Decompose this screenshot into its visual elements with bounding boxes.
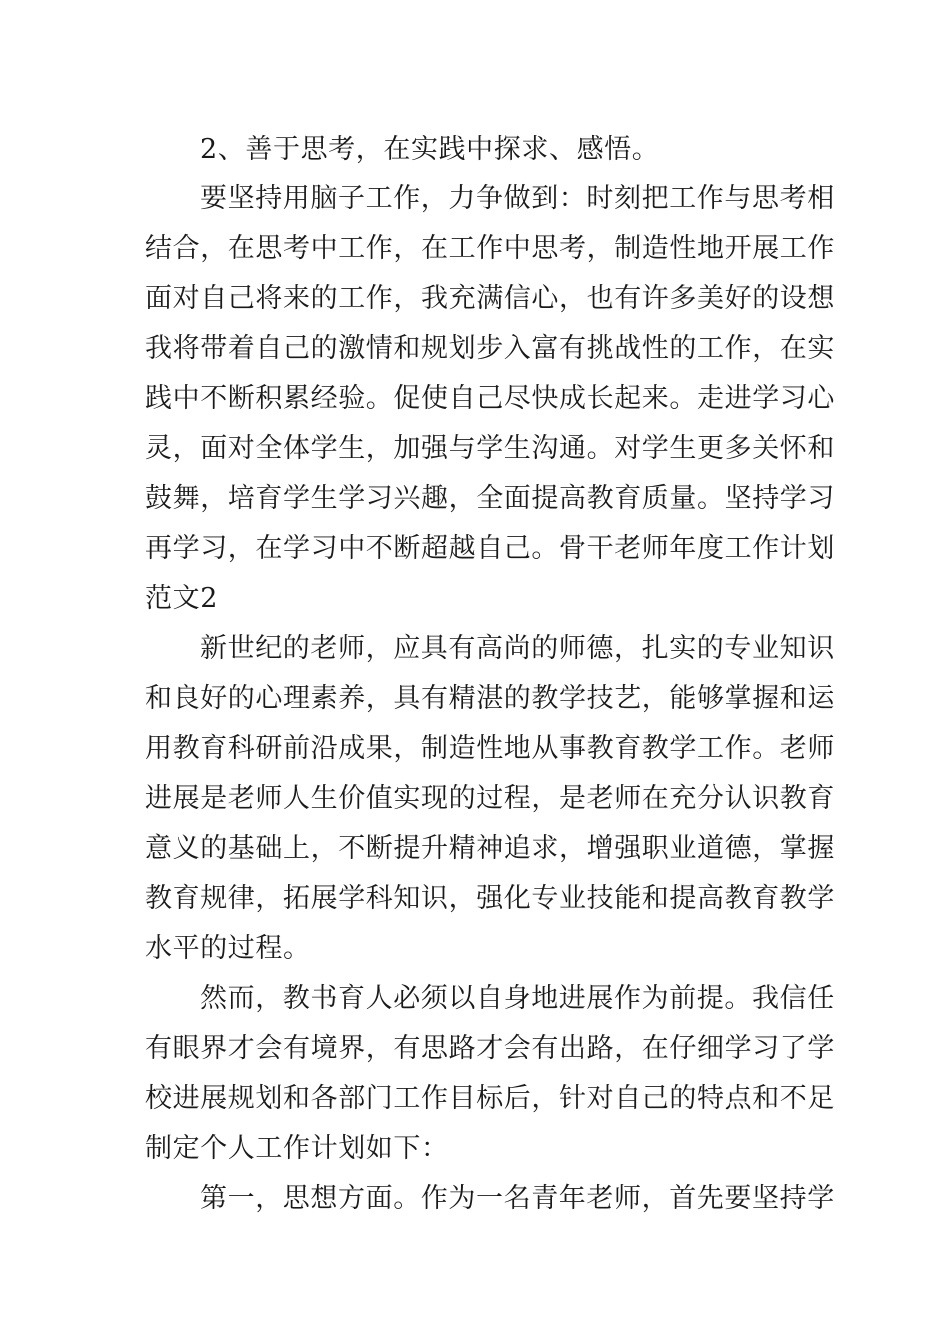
text-line: 有眼界才会有境界，有思路才会有出路，在仔细学习了学 bbox=[145, 1033, 835, 1064]
paragraph-first-line: 然而，教书育人必须以自身地进展作为前提。我信任 bbox=[200, 983, 835, 1014]
text-line: 灵，面对全体学生，加强与学生沟通。对学生更多关怀和 bbox=[145, 433, 835, 464]
text-line: 教育规律，拓展学科知识，强化专业技能和提高教育教学 bbox=[145, 883, 835, 914]
text-line: 践中不断积累经验。促使自己尽快成长起来。走进学习心 bbox=[145, 383, 835, 414]
text-line: 水平的过程。 bbox=[145, 933, 311, 964]
text-line: 校进展规划和各部门工作目标后，针对自己的特点和不足 bbox=[145, 1083, 835, 1114]
text-line: 用教育科研前沿成果，制造性地从事教育教学工作。老师 bbox=[145, 733, 835, 764]
text-line: 进展是老师人生价值实现的过程，是老师在充分认识教育 bbox=[145, 783, 835, 814]
text-line: 我将带着自己的激情和规划步入富有挑战性的工作，在实 bbox=[145, 333, 835, 364]
text-line: 意义的基础上，不断提升精神追求，增强职业道德，掌握 bbox=[145, 833, 835, 864]
text-line: 结合，在思考中工作，在工作中思考，制造性地开展工作 bbox=[145, 233, 835, 264]
paragraph-first-line: 要坚持用脑子工作，力争做到：时刻把工作与思考相 bbox=[200, 183, 835, 214]
paragraph-first-line: 第一，思想方面。作为一名青年老师，首先要坚持学 bbox=[200, 1183, 835, 1214]
text-line: 范文2 bbox=[145, 583, 218, 614]
text-line: 2、善于思考，在实践中探求、感悟。 bbox=[200, 134, 660, 165]
text-line: 再学习，在学习中不断超越自己。骨干老师年度工作计划 bbox=[145, 533, 835, 564]
text-line: 制定个人工作计划如下： bbox=[145, 1133, 449, 1164]
text-line: 面对自己将来的工作，我充满信心，也有许多美好的设想 bbox=[145, 283, 835, 314]
paragraph-first-line: 新世纪的老师，应具有高尚的师德，扎实的专业知识 bbox=[200, 633, 835, 664]
text-line: 鼓舞，培育学生学习兴趣，全面提高教育质量。坚持学习 bbox=[145, 483, 835, 514]
text-line: 和良好的心理素养，具有精湛的教学技艺，能够掌握和运 bbox=[145, 683, 835, 714]
